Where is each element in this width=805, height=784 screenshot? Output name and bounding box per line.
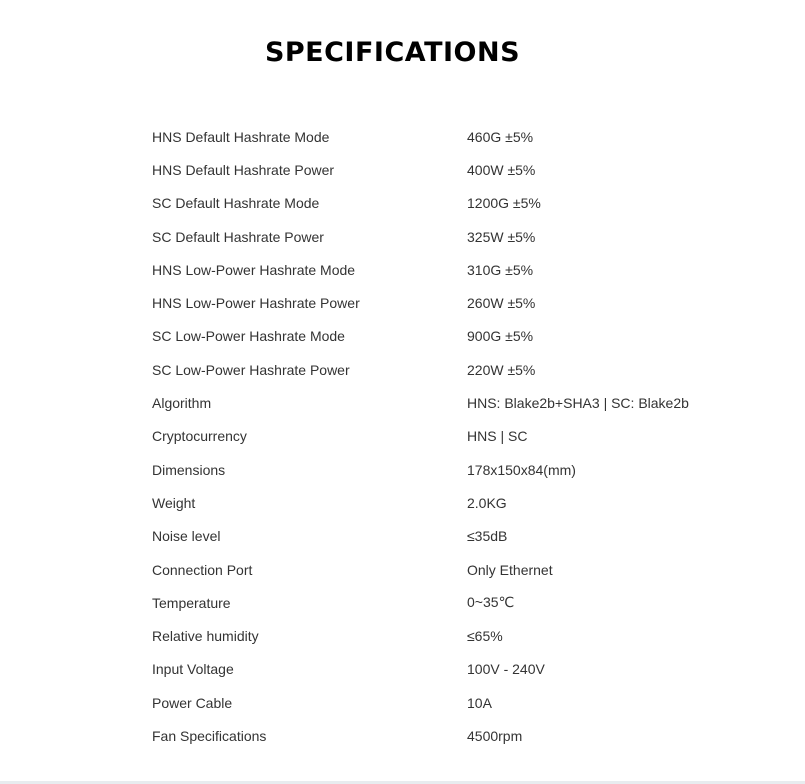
spec-row: [152, 286, 752, 319]
spec-label: Cryptocurrency: [152, 428, 247, 445]
spec-value: Only Ethernet: [467, 561, 553, 578]
spec-row: [152, 420, 752, 453]
specifications-table: [152, 120, 752, 753]
spec-value: 400W ±5%: [467, 161, 536, 178]
spec-row: [152, 253, 752, 286]
spec-label: HNS Default Hashrate Mode: [152, 128, 330, 145]
spec-label: Weight: [152, 494, 196, 511]
spec-value: HNS: Blake2b+SHA3 | SC: Blake2b: [467, 395, 689, 412]
spec-row: [152, 220, 752, 253]
spec-row: [152, 153, 752, 186]
spec-value: HNS | SC: [467, 428, 528, 445]
spec-value: 220W ±5%: [467, 361, 536, 378]
spec-value: 0~35℃: [467, 594, 515, 611]
spec-row: [152, 686, 752, 719]
spec-label: SC Low-Power Hashrate Power: [152, 361, 350, 378]
spec-label: Power Cable: [152, 694, 233, 711]
spec-value: 4500rpm: [467, 727, 523, 744]
spec-label: HNS Low-Power Hashrate Mode: [152, 261, 356, 278]
spec-row: [152, 353, 752, 386]
spec-row: [152, 320, 752, 353]
spec-label: HNS Default Hashrate Power: [152, 161, 335, 178]
page-title: SPECIFICATIONS: [264, 37, 521, 68]
spec-row: [152, 586, 752, 619]
spec-value: 1200G ±5%: [467, 195, 541, 212]
spec-label: SC Low-Power Hashrate Mode: [152, 328, 345, 345]
spec-label: HNS Low-Power Hashrate Power: [152, 295, 360, 312]
spec-label: Relative humidity: [152, 628, 259, 645]
spec-value: 260W ±5%: [467, 295, 536, 312]
spec-label: Temperature: [152, 594, 231, 611]
spec-value: ≤35dB: [467, 528, 508, 545]
spec-value: 325W ±5%: [467, 228, 536, 245]
spec-value: 900G ±5%: [467, 328, 534, 345]
spec-label: Connection Port: [152, 561, 253, 578]
spec-row: [152, 187, 752, 220]
spec-row: [152, 520, 752, 553]
spec-label: Noise level: [152, 528, 221, 545]
spec-label: Algorithm: [152, 395, 212, 412]
spec-value: 178x150x84(mm): [467, 461, 576, 478]
spec-row: [152, 486, 752, 519]
spec-row: [152, 653, 752, 686]
spec-label: Input Voltage: [152, 661, 234, 678]
spec-row: [152, 453, 752, 486]
spec-row: [152, 386, 752, 419]
spec-value: 2.0KG: [467, 494, 507, 511]
spec-label: SC Default Hashrate Mode: [152, 195, 320, 212]
spec-label: Dimensions: [152, 461, 226, 478]
spec-label: Fan Specifications: [152, 727, 267, 744]
spec-label: SC Default Hashrate Power: [152, 228, 324, 245]
spec-row: [152, 553, 752, 586]
spec-value: 460G ±5%: [467, 128, 534, 145]
spec-value: 100V - 240V: [467, 661, 545, 678]
spec-row: [152, 719, 752, 752]
spec-row: [152, 619, 752, 652]
spec-row: [152, 120, 752, 153]
spec-value: ≤65%: [467, 628, 503, 645]
spec-value: 10A: [467, 694, 492, 711]
spec-value: 310G ±5%: [467, 261, 534, 278]
